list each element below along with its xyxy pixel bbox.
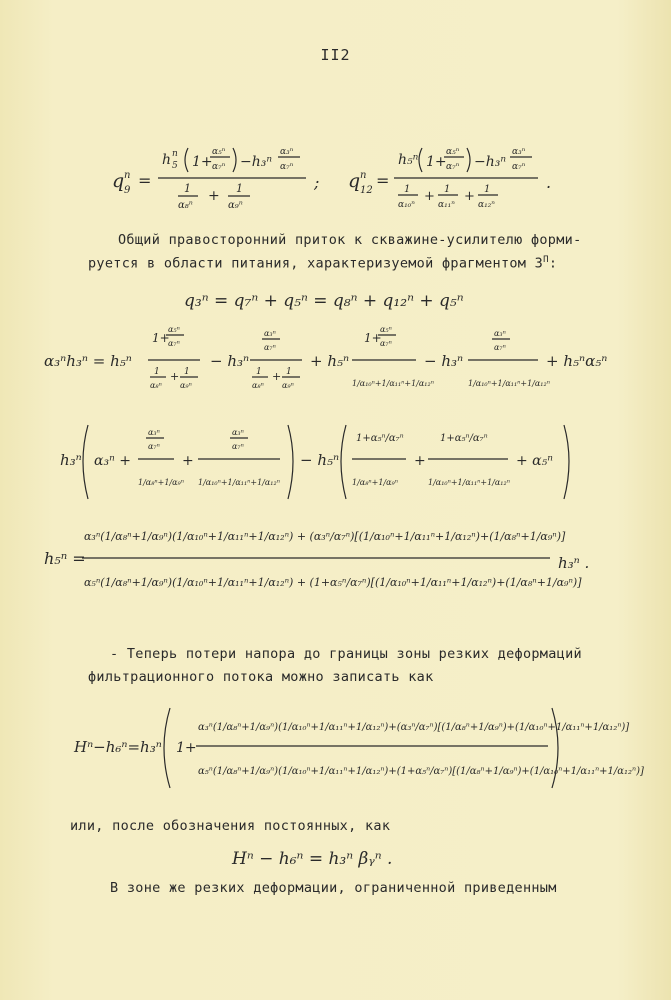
svg-text:1: 1 bbox=[404, 184, 411, 195]
equation-beta-text: Hⁿ − h₆ⁿ = h₃ⁿ βᵧⁿ . bbox=[232, 849, 393, 869]
paragraph-2-line-1: - Теперь потери напора до границы зоны резких деформаций bbox=[110, 646, 582, 662]
svg-text:α₃ⁿ: α₃ⁿ bbox=[232, 428, 244, 437]
svg-text:α₅ⁿ(1/α₈ⁿ+1/α₉ⁿ)(1/α₁₀ⁿ+1/α₁₁ⁿ: α₅ⁿ(1/α₈ⁿ+1/α₉ⁿ)(1/α₁₀ⁿ+1/α₁₁ⁿ+1/α₁₂ⁿ)+(1+α₅ⁿ/α₇ⁿ)[(1/α₈ⁿ+1/α₉ⁿ)+(1/α₁₀ⁿ+1/α₁₁ⁿ+1/α₁₂ⁿ)] bbox=[198, 766, 644, 777]
paragraph-1-superscript: П bbox=[543, 255, 549, 265]
svg-text:1+α₅ⁿ/α₇ⁿ: 1+α₅ⁿ/α₇ⁿ bbox=[356, 433, 404, 444]
svg-text:−h₃ⁿ: −h₃ⁿ bbox=[240, 154, 273, 170]
paragraph-3-line-1: или, после обозначения постоянных, как bbox=[70, 818, 391, 834]
svg-text:α₉ⁿ: α₉ⁿ bbox=[282, 381, 294, 390]
svg-text:1: 1 bbox=[184, 182, 191, 195]
svg-text:α₃ⁿh₃ⁿ = h₅ⁿ: α₃ⁿh₃ⁿ = h₅ⁿ bbox=[44, 352, 132, 370]
svg-text:q: q bbox=[348, 170, 361, 192]
svg-text:h₅ⁿ: h₅ⁿ bbox=[398, 152, 419, 168]
svg-text:1: 1 bbox=[236, 182, 243, 195]
svg-text:α₁₂ⁿ: α₁₂ⁿ bbox=[478, 200, 495, 210]
svg-text:+: + bbox=[424, 189, 435, 204]
svg-text:+ h₅ⁿ: + h₅ⁿ bbox=[310, 352, 350, 370]
svg-text:α₈ⁿ: α₈ⁿ bbox=[150, 381, 162, 390]
svg-text:1/α₈ⁿ+1/α₉ⁿ: 1/α₈ⁿ+1/α₉ⁿ bbox=[138, 478, 184, 487]
svg-text:n: n bbox=[172, 149, 178, 159]
page-number: II2 bbox=[320, 46, 351, 64]
svg-text:α₁₀ⁿ: α₁₀ⁿ bbox=[398, 200, 415, 210]
svg-text:1/α₁₀ⁿ+1/α₁₁ⁿ+1/α₁₂ⁿ: 1/α₁₀ⁿ+1/α₁₁ⁿ+1/α₁₂ⁿ bbox=[468, 379, 550, 388]
svg-text:1+: 1+ bbox=[192, 154, 213, 170]
svg-text:1: 1 bbox=[154, 367, 160, 377]
svg-text:1+: 1+ bbox=[152, 331, 170, 345]
svg-text:1: 1 bbox=[484, 184, 491, 195]
paragraph-1-line-2-text: руется в области питания, характеризуемой фрагментом 3 bbox=[88, 255, 544, 272]
svg-text:=: = bbox=[376, 171, 390, 190]
equation-q9-q12 bbox=[100, 140, 560, 220]
svg-text:α₅ⁿ(1/α₈ⁿ+1/α₉ⁿ)(1/α₁₀ⁿ+1/α₁₁ⁿ: α₅ⁿ(1/α₈ⁿ+1/α₉ⁿ)(1/α₁₀ⁿ+1/α₁₁ⁿ+1/α₁₂ⁿ) + (1+α₅ⁿ/α₇ⁿ)[(1/α₁₀ⁿ+1/α₁₁ⁿ+1/α₁₂ⁿ)+(1/α₈ⁿ+1/α₉ⁿ)] bbox=[84, 576, 582, 589]
svg-text:α₅ⁿ: α₅ⁿ bbox=[446, 147, 460, 157]
svg-text:+: + bbox=[208, 188, 220, 204]
svg-text:+ h₅ⁿα₅ⁿ: + h₅ⁿα₅ⁿ bbox=[546, 352, 608, 370]
svg-text:n: n bbox=[360, 170, 367, 181]
svg-text:+ α₅ⁿ: + α₅ⁿ bbox=[516, 453, 553, 469]
svg-text:α₃ⁿ: α₃ⁿ bbox=[148, 428, 160, 437]
svg-text:α₃ⁿ +: α₃ⁿ + bbox=[94, 453, 131, 469]
svg-text:α₃ⁿ: α₃ⁿ bbox=[494, 329, 506, 338]
svg-text:;: ; bbox=[314, 173, 320, 192]
svg-text:α₇ⁿ: α₇ⁿ bbox=[212, 162, 226, 172]
svg-text:α₇ⁿ: α₇ⁿ bbox=[148, 442, 160, 451]
equation-q3-sum-text: q₃ⁿ = q₇ⁿ + q₅ⁿ = q₈ⁿ + q₁₂ⁿ + q₅ⁿ bbox=[184, 291, 464, 311]
svg-text:q: q bbox=[112, 170, 125, 192]
svg-text:h₃ⁿ: h₃ⁿ bbox=[60, 451, 82, 469]
paragraph-1-colon: : bbox=[548, 255, 558, 272]
equation-balance bbox=[40, 322, 640, 404]
svg-text:1/α₁₀ⁿ+1/α₁₁ⁿ+1/α₁₂ⁿ: 1/α₁₀ⁿ+1/α₁₁ⁿ+1/α₁₂ⁿ bbox=[198, 478, 280, 487]
svg-text:α₉ⁿ: α₉ⁿ bbox=[180, 381, 192, 390]
svg-text:1+: 1+ bbox=[176, 740, 197, 756]
paragraph-2-line-2: фильтрационного потока можно записать как bbox=[88, 669, 434, 685]
svg-text:α₃ⁿ(1/α₈ⁿ+1/α₉ⁿ)(1/α₁₀ⁿ+1/α₁₁ⁿ: α₃ⁿ(1/α₈ⁿ+1/α₉ⁿ)(1/α₁₀ⁿ+1/α₁₁ⁿ+1/α₁₂ⁿ) + (α₃ⁿ/α₇ⁿ)[(1/α₁₀ⁿ+1/α₁₁ⁿ+1/α₁₂ⁿ)+(1/α₈ⁿ+1/α₉ⁿ)] bbox=[84, 530, 566, 543]
svg-text:1: 1 bbox=[444, 184, 451, 195]
svg-text:n: n bbox=[124, 170, 131, 181]
equation-head-loss bbox=[70, 700, 660, 795]
paragraph-4-line-1: В зоне же резких деформации, ограниченной приведенным bbox=[110, 880, 557, 896]
svg-text:h: h bbox=[162, 152, 172, 168]
equation-h5-tail: h₃ⁿ . bbox=[558, 554, 590, 572]
svg-text:9: 9 bbox=[124, 185, 131, 196]
svg-text:α₃ⁿ: α₃ⁿ bbox=[280, 147, 294, 157]
svg-text:α₇ⁿ: α₇ⁿ bbox=[280, 162, 294, 172]
svg-text:1: 1 bbox=[286, 367, 292, 377]
svg-text:α₁₁ⁿ: α₁₁ⁿ bbox=[438, 200, 455, 210]
svg-text:1: 1 bbox=[184, 367, 190, 377]
svg-text:α₇ⁿ: α₇ⁿ bbox=[512, 162, 526, 172]
svg-text:1+α₅ⁿ/α₇ⁿ: 1+α₅ⁿ/α₇ⁿ bbox=[440, 433, 488, 444]
svg-text:1+: 1+ bbox=[364, 331, 382, 345]
equation-beta bbox=[228, 838, 448, 878]
svg-text:1/α₁₀ⁿ+1/α₁₁ⁿ+1/α₁₂ⁿ: 1/α₁₀ⁿ+1/α₁₁ⁿ+1/α₁₂ⁿ bbox=[428, 478, 510, 487]
svg-text:=: = bbox=[138, 171, 152, 190]
svg-text:α₅ⁿ: α₅ⁿ bbox=[380, 325, 392, 334]
svg-text:α₃ⁿ: α₃ⁿ bbox=[512, 147, 526, 157]
svg-text:− h₃ⁿ: − h₃ⁿ bbox=[424, 352, 464, 370]
svg-text:+: + bbox=[464, 189, 475, 204]
svg-text:α₉ⁿ: α₉ⁿ bbox=[228, 200, 243, 211]
svg-text:+: + bbox=[414, 453, 426, 469]
paragraph-1-line-1: Общий правосторонний приток к скважине-усилителю форми- bbox=[118, 232, 582, 248]
svg-text:α₇ⁿ: α₇ⁿ bbox=[380, 339, 392, 348]
svg-text:.: . bbox=[546, 173, 552, 192]
svg-text:α₇ⁿ: α₇ⁿ bbox=[494, 343, 506, 352]
svg-text:α₈ⁿ: α₈ⁿ bbox=[252, 381, 264, 390]
svg-text:1/α₈ⁿ+1/α₉ⁿ: 1/α₈ⁿ+1/α₉ⁿ bbox=[352, 478, 398, 487]
svg-text:α₇ⁿ: α₇ⁿ bbox=[168, 339, 180, 348]
paragraph-1-line-2 bbox=[88, 255, 557, 272]
svg-text:α₇ⁿ: α₇ⁿ bbox=[264, 343, 276, 352]
equation-grouped bbox=[56, 415, 616, 510]
svg-text:α₇ⁿ: α₇ⁿ bbox=[446, 162, 460, 172]
svg-text:α₈ⁿ: α₈ⁿ bbox=[178, 200, 193, 211]
svg-text:α₇ⁿ: α₇ⁿ bbox=[232, 442, 244, 451]
svg-text:α₃ⁿ: α₃ⁿ bbox=[264, 329, 276, 338]
svg-text:1/α₁₀ⁿ+1/α₁₁ⁿ+1/α₁₂ⁿ: 1/α₁₀ⁿ+1/α₁₁ⁿ+1/α₁₂ⁿ bbox=[352, 379, 434, 388]
svg-text:+: + bbox=[170, 370, 180, 383]
svg-text:1+: 1+ bbox=[426, 154, 447, 170]
svg-text:−h₃ⁿ: −h₃ⁿ bbox=[474, 154, 507, 170]
svg-text:α₅ⁿ: α₅ⁿ bbox=[212, 147, 226, 157]
svg-text:+: + bbox=[182, 453, 194, 469]
svg-text:+: + bbox=[272, 370, 282, 383]
svg-text:h₅ⁿ =: h₅ⁿ = bbox=[44, 549, 86, 568]
equation-q3-sum bbox=[180, 280, 500, 318]
svg-text:− h₃ⁿ: − h₃ⁿ bbox=[210, 352, 250, 370]
svg-text:5: 5 bbox=[172, 161, 178, 171]
svg-text:α₅ⁿ: α₅ⁿ bbox=[168, 325, 180, 334]
svg-text:α₃ⁿ(1/α₈ⁿ+1/α₉ⁿ)(1/α₁₀ⁿ+1/α₁₁ⁿ: α₃ⁿ(1/α₈ⁿ+1/α₉ⁿ)(1/α₁₀ⁿ+1/α₁₁ⁿ+1/α₁₂ⁿ)+(α₃ⁿ/α₇ⁿ)[(1/α₈ⁿ+1/α₉ⁿ)+(1/α₁₀ⁿ+1/α₁₁ⁿ+1/α₁₂ⁿ)] bbox=[198, 722, 630, 733]
equation-h5 bbox=[40, 514, 650, 606]
svg-text:12: 12 bbox=[360, 185, 373, 196]
svg-text:− h₅ⁿ: − h₅ⁿ bbox=[300, 451, 340, 469]
svg-text:Hⁿ−h₆ⁿ=h₃ⁿ: Hⁿ−h₆ⁿ=h₃ⁿ bbox=[74, 738, 162, 756]
svg-text:1: 1 bbox=[256, 367, 262, 377]
